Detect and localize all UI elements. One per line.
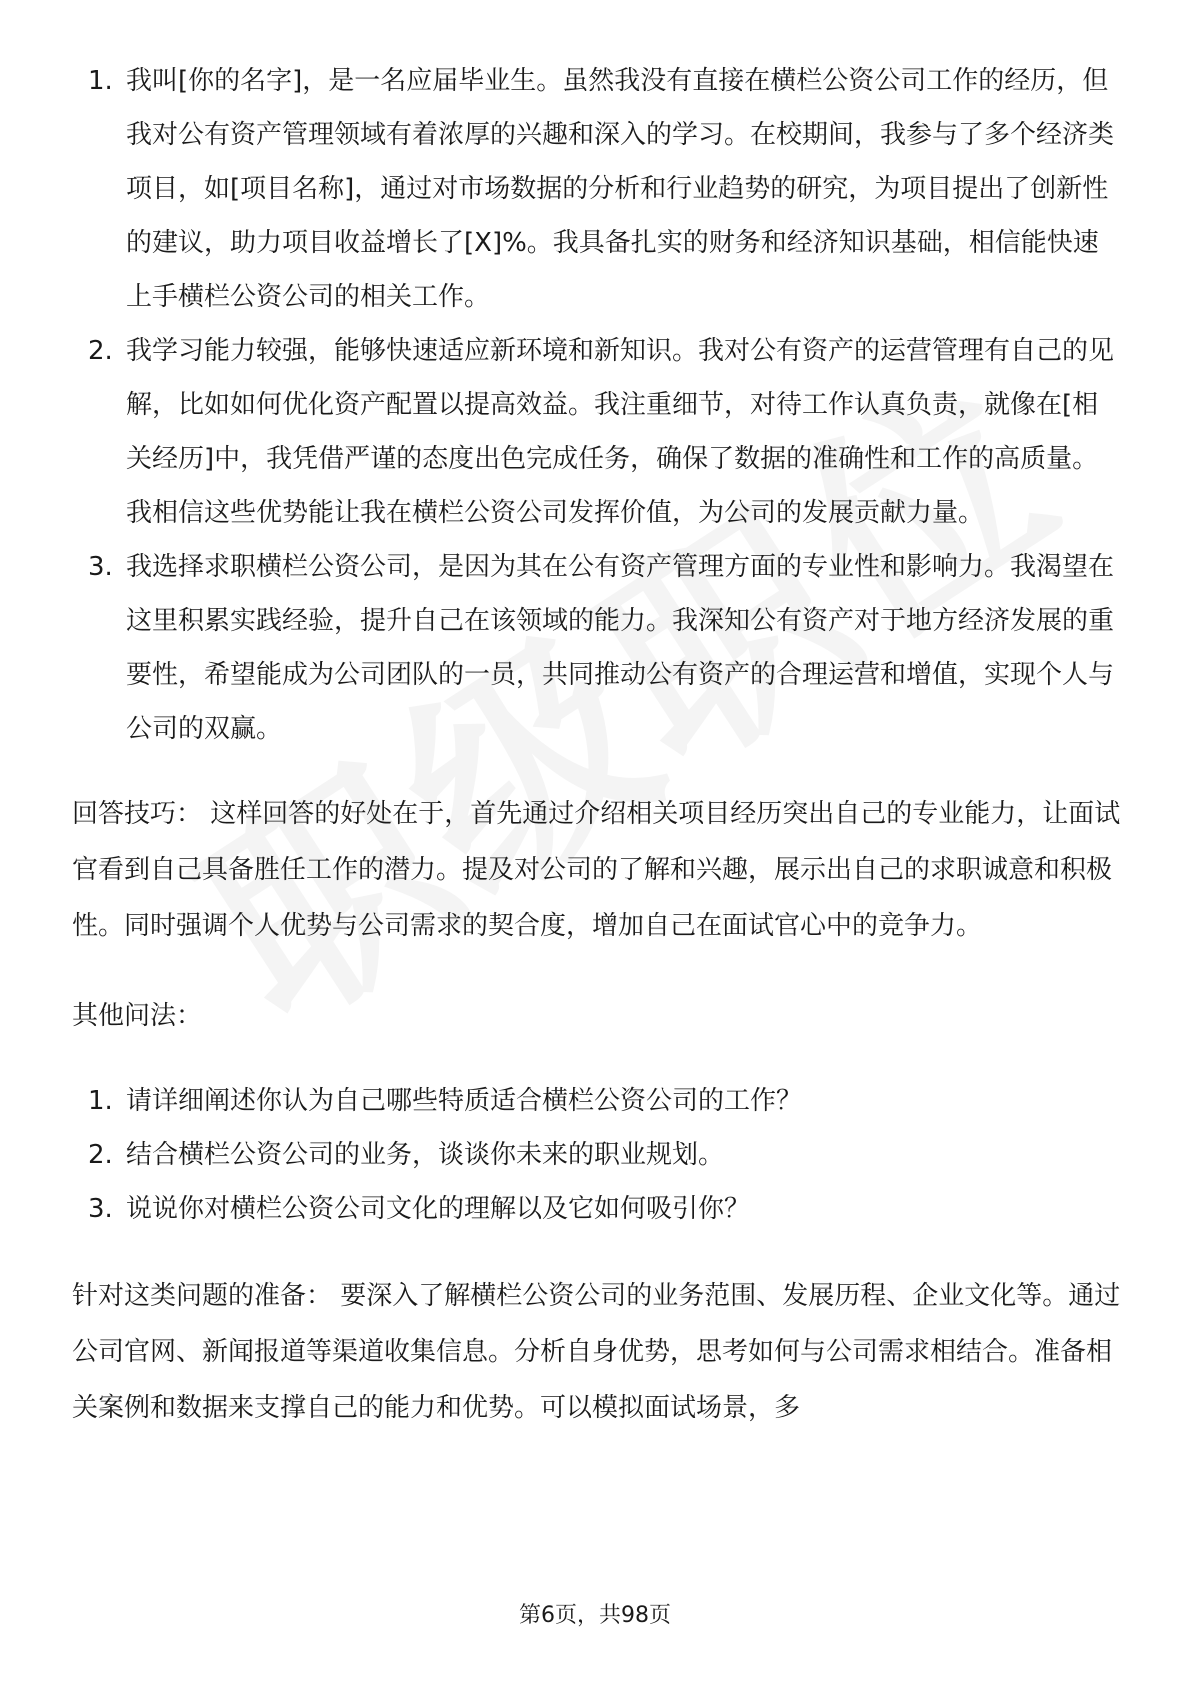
preparation-label: 针对这类问题的准备：	[72, 1281, 333, 1311]
list-number: 1.	[88, 66, 113, 96]
list-text: 请详细阐述你认为自己哪些特质适合横栏公资公司的工作？	[126, 1086, 803, 1116]
list-number: 1.	[88, 1086, 113, 1116]
list-item	[72, 1182, 1122, 1236]
list-item	[72, 1074, 1122, 1128]
answer-tips	[72, 786, 1122, 954]
answer-tips-label: 回答技巧：	[72, 799, 203, 829]
list-item	[72, 540, 1122, 756]
list-item	[72, 54, 1122, 324]
list-text: 我学习能力较强，能够快速适应新环境和新知识。我对公有资产的运营管理有自己的见解，比如如何优化资产配置以提高效益。我注重细节，对待工作认真负责，就像在[相关经历]中，我凭借严谨的态度出色完成任务，确保了数据的准确性和工作的高质量。我相信这些优势能让我在横栏公资公司发挥价值，为公司的发展贡献力量。	[126, 336, 1115, 528]
page-number: 第6页，共98页	[519, 1603, 671, 1628]
list-number: 3.	[88, 552, 113, 582]
list-number: 2.	[88, 336, 113, 366]
page-content	[72, 54, 1122, 1436]
list-item	[72, 324, 1122, 540]
other-questions-label: 其他问法：	[72, 1001, 203, 1031]
other-questions-list	[72, 1074, 1122, 1236]
answer-list	[72, 54, 1122, 756]
list-item	[72, 1128, 1122, 1182]
preparation	[72, 1268, 1122, 1436]
list-number: 2.	[88, 1140, 113, 1170]
preparation-text: 要深入了解横栏公资公司的业务范围、发展历程、企业文化等。通过公司官网、新闻报道等渠道收集信息。分析自身优势，思考如何与公司需求相结合。准备相关案例和数据来支撑自己的能力和优势。可以模拟面试场景，多	[72, 1281, 1121, 1423]
list-text: 说说你对横栏公资公司文化的理解以及它如何吸引你？	[126, 1194, 751, 1224]
list-text: 我叫[你的名字]，是一名应届毕业生。虽然我没有直接在横栏公资公司工作的经历，但我对公有资产管理领域有着浓厚的兴趣和深入的学习。在校期间，我参与了多个经济类项目，如[项目名称]，通过对市场数据的分析和行业趋势的研究，为项目提出了创新性的建议，助力项目收益增长了[X]%。我具备扎实的财务和经济知识基础，相信能快速上手横栏公资公司的相关工作。	[126, 66, 1115, 312]
list-text: 我选择求职横栏公资公司，是因为其在公有资产管理方面的专业性和影响力。我渴望在这里积累实践经验，提升自己在该领域的能力。我深知公有资产对于地方经济发展的重要性，希望能成为公司团队的一员，共同推动公有资产的合理运营和增值，实现个人与公司的双赢。	[126, 552, 1115, 744]
answer-tips-text: 这样回答的好处在于，首先通过介绍相关项目经历突出自己的专业能力，让面试官看到自己具备胜任工作的潜力。提及对公司的了解和兴趣，展示出自己的求职诚意和积极性。同时强调个人优势与公司需求的契合度，增加自己在面试官心中的竞争力。	[72, 799, 1121, 941]
list-number: 3.	[88, 1194, 113, 1224]
list-text: 结合横栏公资公司的业务，谈谈你未来的职业规划。	[126, 1140, 725, 1170]
